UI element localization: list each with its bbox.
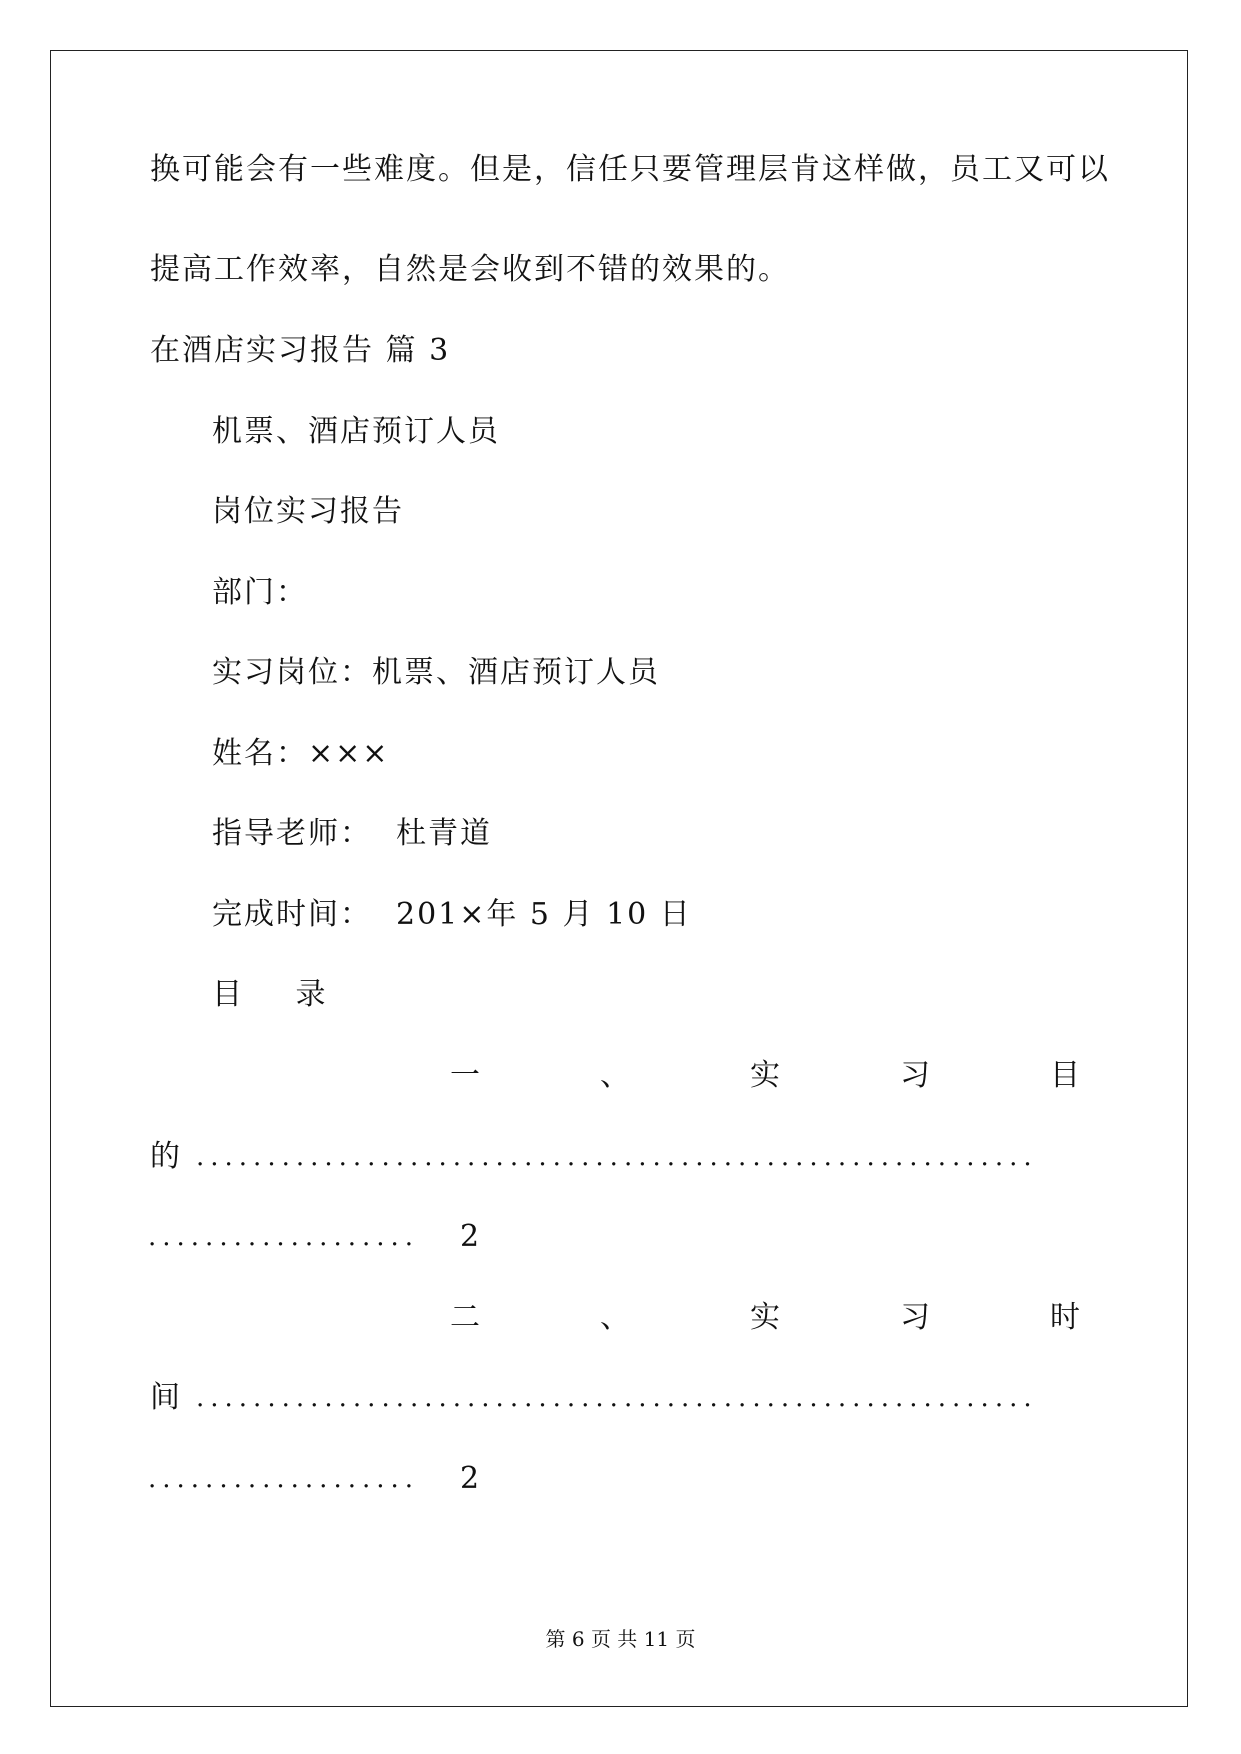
toc-entry-tail: 间 <box>150 1380 180 1415</box>
toc-entry-tail: 的 <box>150 1139 180 1174</box>
toc-entry-char: 习 <box>900 1300 930 1335</box>
toc-leader-dots: ................... <box>148 1222 420 1252</box>
department-field: 部门： <box>212 575 308 610</box>
toc-entry-char: 实 <box>750 1058 780 1093</box>
paragraph-line: 换可能会有一些难度。但是，信任只要管理层肯这样做，员工又可以 <box>150 152 1110 187</box>
advisor-name: 杜青道 <box>396 816 492 851</box>
date-label: 完成时间： <box>212 897 372 932</box>
toc-leader-dots: ................... <box>148 1464 420 1494</box>
page-footer: 第 6 页 共 11 页 <box>545 1627 696 1651</box>
toc-entry-char: 目 <box>1050 1058 1080 1093</box>
toc-entry-char: 习 <box>900 1058 930 1093</box>
date-value: 201×年 5 月 10 日 <box>396 897 692 932</box>
toc-entry-char: 、 <box>600 1300 630 1335</box>
page-border <box>50 50 1188 1707</box>
toc-page-number: 2 <box>460 1219 480 1254</box>
toc-page-number: 2 <box>460 1461 480 1496</box>
position-field: 实习岗位：机票、酒店预订人员 <box>212 655 660 690</box>
toc-entry-char: 、 <box>600 1058 630 1093</box>
name-field: 姓名：××× <box>212 736 390 771</box>
toc-entry-char: 一 <box>450 1058 480 1093</box>
section-heading: 在酒店实习报告 篇 3 <box>150 333 451 368</box>
report-title-line2: 岗位实习报告 <box>212 494 404 529</box>
toc-heading: 目 录 <box>212 977 348 1012</box>
toc-leader-dots: ........................................................... <box>196 1142 1038 1172</box>
paragraph-line: 提高工作效率，自然是会收到不错的效果的。 <box>150 252 790 287</box>
report-title-line1: 机票、酒店预订人员 <box>212 414 500 449</box>
toc-entry-char: 二 <box>450 1300 480 1335</box>
toc-entry-char: 实 <box>750 1300 780 1335</box>
advisor-label: 指导老师： <box>212 816 372 851</box>
toc-leader-dots: ........................................................... <box>196 1383 1038 1413</box>
toc-entry-char: 时 <box>1050 1300 1080 1335</box>
